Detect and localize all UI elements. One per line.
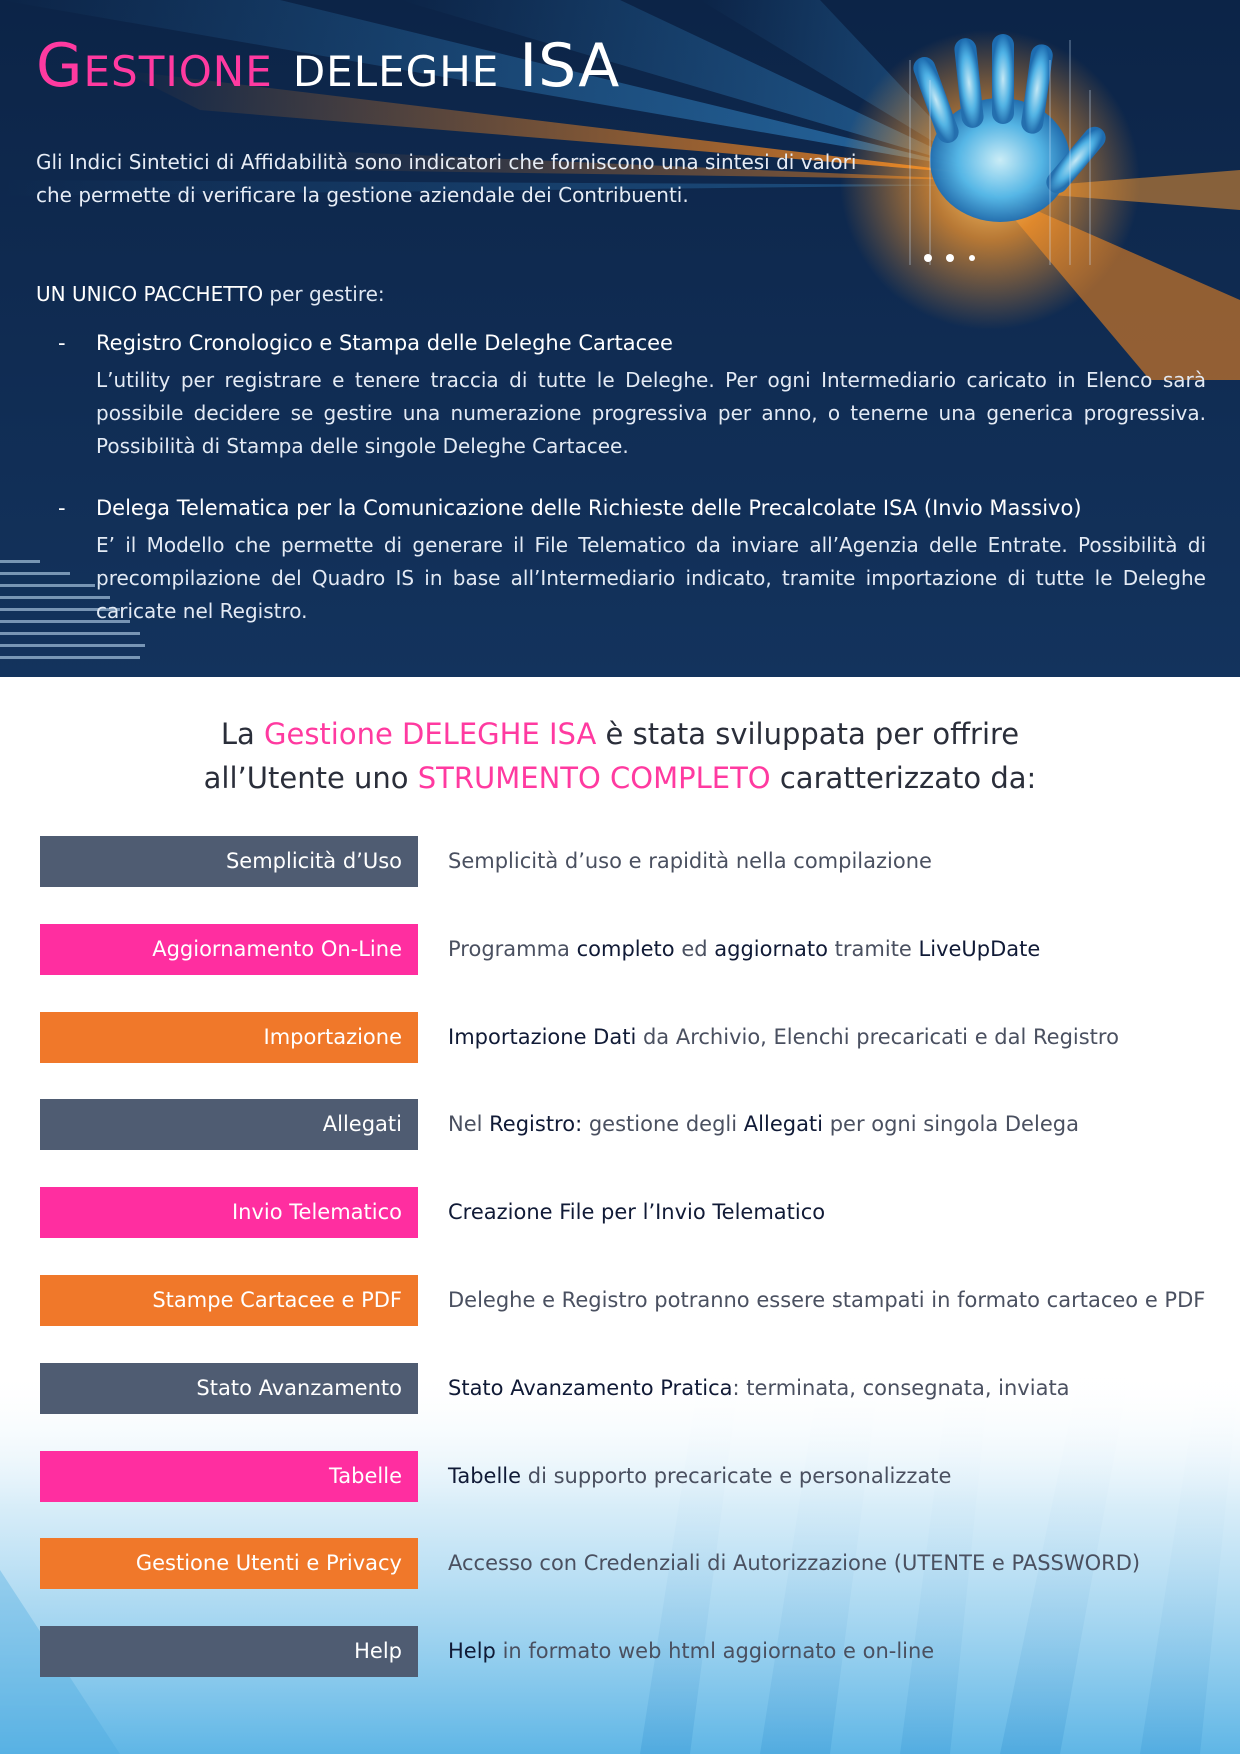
intro-text bbox=[36, 146, 896, 212]
package-strong: UN UNICO PACCHETTO bbox=[36, 282, 264, 306]
feature-description bbox=[448, 1099, 1079, 1150]
feature-row bbox=[40, 836, 1220, 888]
feature-description-text: Semplicità d’uso e rapidità nella compilazione bbox=[448, 849, 932, 873]
feature-description-text: gestione degli bbox=[582, 1112, 744, 1136]
package-item-title: Registro Cronologico e Stampa delle Deleghe Cartacee bbox=[96, 331, 673, 355]
package-item-description: L’utility per registrare e tenere traccia di tutte le Deleghe. Per ogni Intermediario caricato in Elenco sarà possibile decidere se gestire una numerazione progressiva per anno, o tenerne una generica progressiva. Possibilità di Stampa delle singole Deleghe Cartacee. bbox=[96, 368, 1206, 458]
feature-description-text: Nel bbox=[448, 1112, 490, 1136]
feature-badge: Importazione bbox=[40, 1012, 418, 1063]
feature-badge: Stato Avanzamento bbox=[40, 1363, 418, 1414]
feature-description bbox=[448, 1538, 1140, 1589]
feature-description-text: tramite bbox=[828, 937, 919, 961]
feature-description-emphasis: completo bbox=[576, 937, 675, 961]
feature-description bbox=[448, 1187, 825, 1238]
feature-row bbox=[40, 924, 1220, 976]
title-part-2: deleghe ISA bbox=[292, 31, 621, 101]
bullet-dash: - bbox=[58, 496, 66, 520]
feature-description-emphasis: Help bbox=[448, 1639, 496, 1663]
feature-badge: Gestione Utenti e Privacy bbox=[40, 1538, 418, 1589]
title-part-1: Gestione bbox=[36, 31, 273, 101]
feature-row bbox=[40, 1626, 1220, 1678]
feature-description-text: ed bbox=[674, 937, 715, 961]
feature-description bbox=[448, 1012, 1119, 1063]
package-item-description: E’ il Modello che permette di generare il File Telematico da inviare all’Agenzia delle Entrate. Possibilità di precompilazione del Quadro IS in base all’Intermediario indicato, tramite importazione di tutte le Deleghe caricate nel Registro. bbox=[96, 533, 1206, 623]
lead-highlight: Gestione DELEGHE ISA bbox=[264, 717, 597, 751]
feature-description-text: da Archivio, Elenchi precaricati e dal Registro bbox=[636, 1025, 1119, 1049]
intro-line-2: che permette di verificare la gestione aziendale dei Contribuenti. bbox=[36, 183, 689, 207]
feature-description-emphasis: Registro: bbox=[489, 1112, 583, 1136]
feature-badge: Aggiornamento On-Line bbox=[40, 924, 418, 975]
feature-description bbox=[448, 924, 1040, 975]
feature-description-text: per ogni singola Delega bbox=[823, 1112, 1079, 1136]
feature-description bbox=[448, 1363, 1070, 1414]
feature-badge: Allegati bbox=[40, 1099, 418, 1150]
lead-highlight: STRUMENTO COMPLETO bbox=[417, 761, 771, 795]
feature-row bbox=[40, 1275, 1220, 1327]
feature-badge: Tabelle bbox=[40, 1451, 418, 1502]
feature-row bbox=[40, 1538, 1220, 1590]
lead-statement bbox=[0, 712, 1240, 800]
page-title bbox=[36, 30, 620, 102]
feature-row bbox=[40, 1099, 1220, 1151]
feature-description-emphasis: Tabelle bbox=[448, 1464, 522, 1488]
feature-description-text: in formato web html aggiornato e on-line bbox=[495, 1639, 935, 1663]
feature-description bbox=[448, 1626, 934, 1677]
feature-description-emphasis: Stato Avanzamento Pratica bbox=[448, 1376, 733, 1400]
feature-description-text: : terminata, consegnata, inviata bbox=[732, 1376, 1070, 1400]
feature-description-emphasis: Allegati bbox=[743, 1112, 824, 1136]
feature-description-text: Deleghe e Registro potranno essere stampati in formato cartaceo e PDF bbox=[448, 1288, 1206, 1312]
feature-badge: Stampe Cartacee e PDF bbox=[40, 1275, 418, 1326]
feature-row bbox=[40, 1451, 1220, 1503]
intro-line-1: Gli Indici Sintetici di Affidabilità sono indicatori che forniscono una sintesi di valori bbox=[36, 150, 857, 174]
feature-description-emphasis: LiveUpDate bbox=[918, 937, 1041, 961]
feature-badge: Invio Telematico bbox=[40, 1187, 418, 1238]
feature-badge: Help bbox=[40, 1626, 418, 1677]
bullet-dash: - bbox=[58, 331, 66, 355]
feature-description bbox=[448, 836, 932, 887]
feature-description-text: Programma bbox=[448, 937, 577, 961]
lead-text: all’Utente uno bbox=[203, 761, 409, 795]
feature-description bbox=[448, 1275, 1205, 1326]
lead-text: è stata sviluppata per offrire bbox=[605, 717, 1020, 751]
feature-description-text: Accesso con Credenziali di Autorizzazione (UTENTE e PASSWORD) bbox=[448, 1551, 1141, 1575]
feature-row bbox=[40, 1187, 1220, 1239]
feature-description-text: di supporto precaricate e personalizzate bbox=[521, 1464, 952, 1488]
feature-description-emphasis: Creazione File per l’Invio Telematico bbox=[448, 1200, 826, 1224]
package-rest: per gestire: bbox=[269, 282, 385, 306]
package-heading bbox=[36, 282, 385, 306]
header-banner bbox=[0, 0, 1240, 677]
package-item-title: Delega Telematica per la Comunicazione delle Richieste delle Precalcolate ISA (Invio Massivo) bbox=[96, 496, 1082, 520]
feature-badge: Semplicità d’Uso bbox=[40, 836, 418, 887]
feature-description-emphasis: Importazione Dati bbox=[448, 1025, 637, 1049]
lead-text: La bbox=[220, 717, 255, 751]
feature-description bbox=[448, 1451, 951, 1502]
feature-row bbox=[40, 1012, 1220, 1064]
feature-row bbox=[40, 1363, 1220, 1415]
feature-description-emphasis: aggiornato bbox=[714, 937, 828, 961]
lead-text: caratterizzato da: bbox=[779, 761, 1037, 795]
